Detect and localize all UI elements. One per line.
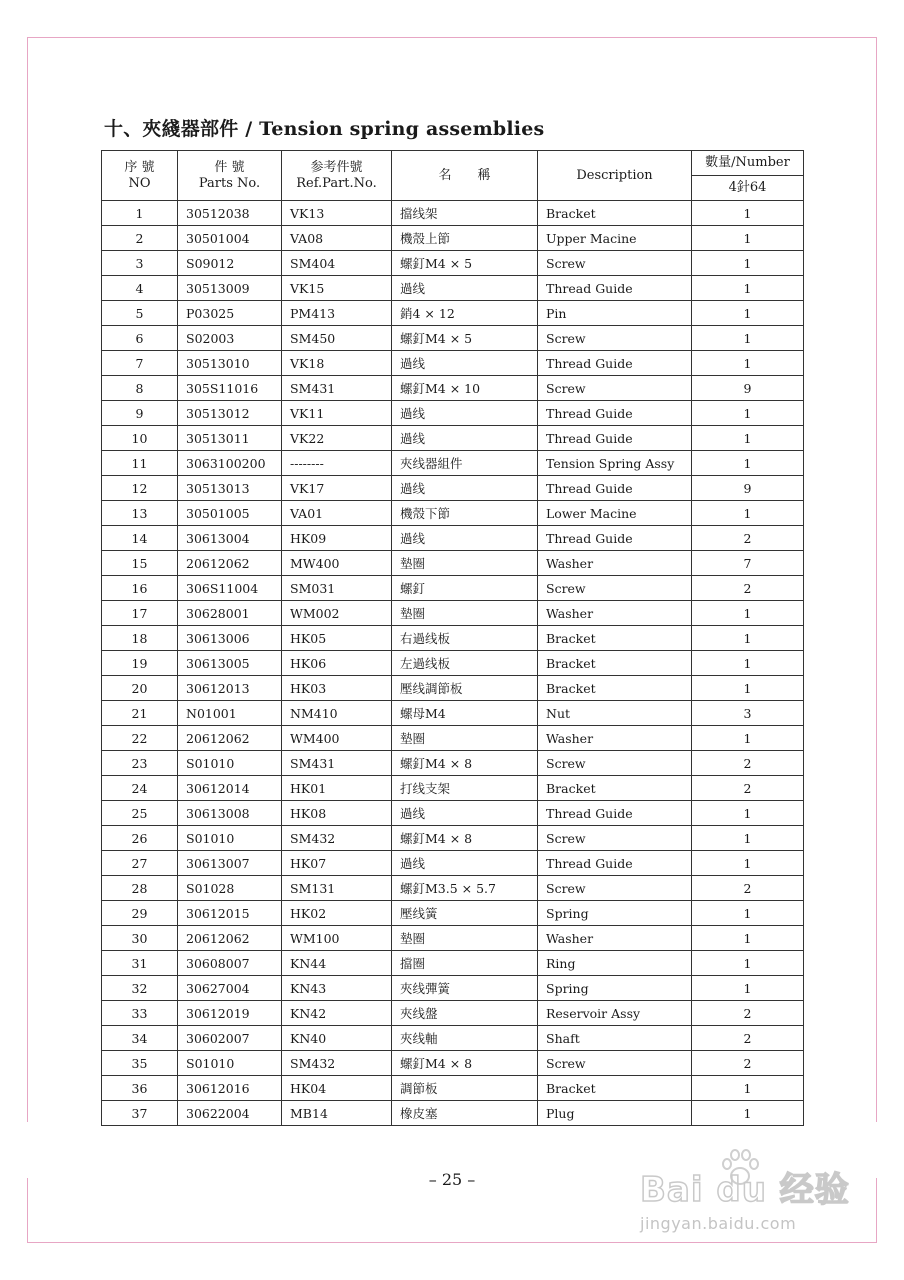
cell-ref-part-number: WM002 [282,601,392,626]
cell-description: Bracket [538,626,692,651]
cell-quantity: 2 [692,751,804,776]
table-row [102,801,804,826]
header-quantity: 數量/Number [692,151,804,176]
table-row [102,701,804,726]
cell-quantity: 2 [692,1026,804,1051]
cell-description: Washer [538,726,692,751]
cell-part-number: N01001 [178,701,282,726]
cell-description: Thread Guide [538,276,692,301]
cell-quantity: 1 [692,926,804,951]
table-row [102,626,804,651]
cell-part-number: 306S11004 [178,576,282,601]
cell-part-number: 30501004 [178,226,282,251]
cell-no: 4 [102,276,178,301]
table-row [102,826,804,851]
cell-part-number: 30612014 [178,776,282,801]
table-row [102,676,804,701]
cell-part-number: S02003 [178,326,282,351]
cell-description: Ring [538,951,692,976]
cell-no: 16 [102,576,178,601]
cell-description: Spring [538,976,692,1001]
cell-no: 23 [102,751,178,776]
cell-description: Spring [538,901,692,926]
cell-part-number: 30612013 [178,676,282,701]
cell-part-number: 20612062 [178,551,282,576]
cell-description: Thread Guide [538,476,692,501]
cell-no: 20 [102,676,178,701]
table-row [102,1026,804,1051]
cell-quantity: 1 [692,201,804,226]
cell-no: 30 [102,926,178,951]
cell-no: 33 [102,1001,178,1026]
cell-ref-part-number: VA01 [282,501,392,526]
cell-part-number: 30513010 [178,351,282,376]
cell-description: Lower Macine [538,501,692,526]
section-title: 十、夾綫器部件 / Tension spring assemblies [104,118,545,140]
cell-quantity: 9 [692,476,804,501]
cell-part-number: 30613008 [178,801,282,826]
cell-description: Bracket [538,201,692,226]
cell-quantity: 1 [692,426,804,451]
cell-quantity: 1 [692,651,804,676]
cell-description: Bracket [538,651,692,676]
cell-name: 壓线簧 [392,901,538,926]
cell-description: Bracket [538,776,692,801]
cell-part-number: 3063100200 [178,451,282,476]
cell-name: 螺釘M4 × 5 [392,251,538,276]
cell-ref-part-number: SM432 [282,1051,392,1076]
header-ref-cn: 参考件號 [310,159,363,175]
table-row [102,376,804,401]
cell-name: 螺釘M3.5 × 5.7 [392,876,538,901]
cell-name: 過线 [392,801,538,826]
cell-quantity: 7 [692,551,804,576]
baidu-watermark [640,1148,860,1244]
cell-ref-part-number: WM100 [282,926,392,951]
cell-ref-part-number: WM400 [282,726,392,751]
cell-quantity: 2 [692,526,804,551]
cell-no: 13 [102,501,178,526]
cell-description: Tension Spring Assy [538,451,692,476]
cell-no: 27 [102,851,178,876]
cell-part-number: S01010 [178,826,282,851]
cell-quantity: 2 [692,576,804,601]
cell-no: 25 [102,801,178,826]
cell-no: 26 [102,826,178,851]
cell-quantity: 1 [692,601,804,626]
watermark-logo-text: Bai du 经验 [640,1170,850,1210]
cell-part-number: 30612015 [178,901,282,926]
header-name: 名 稱 [392,151,538,201]
cell-description: Screw [538,826,692,851]
cell-ref-part-number: VA08 [282,226,392,251]
cell-no: 35 [102,1051,178,1076]
cell-part-number: S01028 [178,876,282,901]
header-quantity-model: 4針64 [692,176,804,201]
cell-part-number: 30608007 [178,951,282,976]
cell-ref-part-number: SM131 [282,876,392,901]
cell-description: Washer [538,601,692,626]
cell-no: 32 [102,976,178,1001]
cell-part-number: 20612062 [178,726,282,751]
cell-description: Screw [538,1051,692,1076]
cell-description: Thread Guide [538,801,692,826]
cell-name: 左過线板 [392,651,538,676]
table-row [102,976,804,1001]
header-no [102,151,178,201]
cell-name: 擋圈 [392,951,538,976]
cell-description: Bracket [538,676,692,701]
cell-no: 28 [102,876,178,901]
cell-part-number: 30613006 [178,626,282,651]
cell-name: 螺釘M4 × 8 [392,826,538,851]
cell-ref-part-number: HK06 [282,651,392,676]
cell-no: 17 [102,601,178,626]
table-row [102,551,804,576]
cell-part-number: S01010 [178,751,282,776]
table-row [102,1101,804,1126]
table-row [102,451,804,476]
table-row [102,401,804,426]
cell-description: Screw [538,376,692,401]
table-row [102,901,804,926]
cell-name: 過线 [392,851,538,876]
cell-no: 29 [102,901,178,926]
cell-no: 9 [102,401,178,426]
cell-part-number: 30622004 [178,1101,282,1126]
cell-ref-part-number: MW400 [282,551,392,576]
table-row [102,876,804,901]
cell-description: Pin [538,301,692,326]
cell-part-number: 20612062 [178,926,282,951]
cell-name: 壓线調節板 [392,676,538,701]
cell-ref-part-number: KN40 [282,1026,392,1051]
cell-part-number: 30513013 [178,476,282,501]
table-row [102,476,804,501]
cell-ref-part-number: SM450 [282,326,392,351]
page-frame-right [876,37,877,1122]
cell-ref-part-number: HK02 [282,901,392,926]
cell-no: 34 [102,1026,178,1051]
cell-part-number: 30612016 [178,1076,282,1101]
parts-table-header [102,151,804,201]
parts-table [101,150,804,1126]
table-row [102,726,804,751]
cell-no: 21 [102,701,178,726]
header-description: Description [538,151,692,201]
table-row [102,501,804,526]
cell-name: 墊圈 [392,551,538,576]
cell-no: 14 [102,526,178,551]
page-frame-top [27,37,877,38]
cell-quantity: 1 [692,976,804,1001]
cell-part-number: 30613004 [178,526,282,551]
header-no-en: NO [128,175,151,191]
cell-part-number: 30613007 [178,851,282,876]
cell-no: 3 [102,251,178,276]
cell-no: 12 [102,476,178,501]
cell-no: 24 [102,776,178,801]
cell-part-number: 30501005 [178,501,282,526]
cell-name: 銷4 × 12 [392,301,538,326]
cell-name: 打线支架 [392,776,538,801]
table-row [102,926,804,951]
cell-description: Plug [538,1101,692,1126]
cell-name: 機殼下節 [392,501,538,526]
cell-quantity: 1 [692,851,804,876]
cell-no: 19 [102,651,178,676]
cell-name: 螺釘M4 × 8 [392,1051,538,1076]
cell-quantity: 1 [692,301,804,326]
cell-description: Screw [538,251,692,276]
cell-part-number: 30513009 [178,276,282,301]
cell-quantity: 2 [692,1051,804,1076]
cell-name: 螺釘M4 × 8 [392,751,538,776]
table-row [102,576,804,601]
cell-quantity: 1 [692,451,804,476]
table-row [102,251,804,276]
cell-name: 墊圈 [392,926,538,951]
table-row [102,1076,804,1101]
cell-ref-part-number: SM431 [282,751,392,776]
cell-quantity: 1 [692,1101,804,1126]
cell-no: 18 [102,626,178,651]
cell-no: 31 [102,951,178,976]
cell-name: 夾线器組件 [392,451,538,476]
cell-quantity: 1 [692,226,804,251]
cell-quantity: 2 [692,876,804,901]
cell-part-number: 30513012 [178,401,282,426]
cell-ref-part-number: HK03 [282,676,392,701]
table-row [102,1051,804,1076]
cell-ref-part-number: SM031 [282,576,392,601]
cell-name: 螺母M4 [392,701,538,726]
cell-name: 過线 [392,426,538,451]
cell-ref-part-number: KN43 [282,976,392,1001]
cell-part-number: P03025 [178,301,282,326]
cell-no: 15 [102,551,178,576]
header-ref-en: Ref.Part.No. [296,175,377,191]
cell-part-number: S01010 [178,1051,282,1076]
cell-quantity: 1 [692,401,804,426]
cell-no: 8 [102,376,178,401]
cell-ref-part-number: HK07 [282,851,392,876]
table-row [102,351,804,376]
cell-no: 6 [102,326,178,351]
cell-description: Washer [538,551,692,576]
cell-description: Upper Macine [538,226,692,251]
cell-part-number: 30513011 [178,426,282,451]
cell-description: Reservoir Assy [538,1001,692,1026]
table-row [102,326,804,351]
cell-no: 1 [102,201,178,226]
cell-description: Bracket [538,1076,692,1101]
cell-name: 調節板 [392,1076,538,1101]
cell-quantity: 1 [692,501,804,526]
cell-ref-part-number: SM432 [282,826,392,851]
watermark-url: jingyan.baidu.com [640,1214,797,1233]
cell-part-number: 30612019 [178,1001,282,1026]
cell-ref-part-number: SM431 [282,376,392,401]
cell-no: 2 [102,226,178,251]
cell-no: 10 [102,426,178,451]
cell-quantity: 1 [692,676,804,701]
cell-ref-part-number: SM404 [282,251,392,276]
cell-name: 過线 [392,351,538,376]
cell-description: Thread Guide [538,426,692,451]
cell-name: 夾线彈簧 [392,976,538,1001]
cell-ref-part-number: VK18 [282,351,392,376]
cell-name: 墊圈 [392,601,538,626]
cell-part-number: 30627004 [178,976,282,1001]
cell-name: 過线 [392,526,538,551]
table-row [102,601,804,626]
cell-no: 7 [102,351,178,376]
cell-ref-part-number: KN42 [282,1001,392,1026]
cell-ref-part-number: PM413 [282,301,392,326]
page-frame-left [27,37,28,1122]
cell-no: 36 [102,1076,178,1101]
cell-ref-part-number: HK01 [282,776,392,801]
cell-description: Thread Guide [538,526,692,551]
table-row [102,301,804,326]
cell-name: 過线 [392,476,538,501]
cell-ref-part-number: KN44 [282,951,392,976]
cell-quantity: 1 [692,801,804,826]
parts-table-body [102,201,804,1126]
table-row [102,226,804,251]
cell-part-number: 30602007 [178,1026,282,1051]
cell-ref-part-number: VK15 [282,276,392,301]
cell-name: 擋线架 [392,201,538,226]
header-parts-cn: 件 號 [214,159,245,175]
cell-description: Thread Guide [538,351,692,376]
cell-ref-part-number: VK22 [282,426,392,451]
table-row [102,426,804,451]
table-row [102,1001,804,1026]
header-ref [282,151,392,201]
cell-quantity: 1 [692,251,804,276]
cell-ref-part-number: HK08 [282,801,392,826]
cell-name: 夾线盤 [392,1001,538,1026]
cell-quantity: 1 [692,326,804,351]
cell-part-number: 30512038 [178,201,282,226]
cell-name: 螺釘 [392,576,538,601]
cell-description: Screw [538,876,692,901]
cell-name: 螺釘M4 × 5 [392,326,538,351]
page-number: – 25 – [428,1170,476,1189]
cell-name: 右過线板 [392,626,538,651]
cell-ref-part-number: HK04 [282,1076,392,1101]
cell-quantity: 3 [692,701,804,726]
cell-quantity: 1 [692,626,804,651]
cell-quantity: 1 [692,1076,804,1101]
cell-quantity: 1 [692,276,804,301]
cell-description: Screw [538,751,692,776]
cell-quantity: 1 [692,951,804,976]
cell-quantity: 1 [692,726,804,751]
table-row [102,751,804,776]
table-row [102,851,804,876]
table-row [102,276,804,301]
cell-description: Thread Guide [538,401,692,426]
cell-no: 22 [102,726,178,751]
cell-ref-part-number: HK05 [282,626,392,651]
cell-part-number: 30628001 [178,601,282,626]
cell-description: Screw [538,326,692,351]
cell-ref-part-number: -------- [282,451,392,476]
table-row [102,776,804,801]
cell-name: 螺釘M4 × 10 [392,376,538,401]
cell-name: 夾线軸 [392,1026,538,1051]
cell-name: 墊圈 [392,726,538,751]
cell-ref-part-number: VK11 [282,401,392,426]
cell-no: 11 [102,451,178,476]
cell-ref-part-number: HK09 [282,526,392,551]
cell-ref-part-number: VK13 [282,201,392,226]
cell-ref-part-number: VK17 [282,476,392,501]
cell-description: Thread Guide [538,851,692,876]
cell-description: Screw [538,576,692,601]
cell-name: 過线 [392,276,538,301]
cell-no: 5 [102,301,178,326]
header-parts [178,151,282,201]
cell-quantity: 9 [692,376,804,401]
cell-quantity: 2 [692,776,804,801]
table-row [102,526,804,551]
cell-ref-part-number: NM410 [282,701,392,726]
cell-name: 橡皮塞 [392,1101,538,1126]
cell-description: Nut [538,701,692,726]
header-no-cn: 序 號 [124,159,155,175]
table-row [102,201,804,226]
cell-ref-part-number: MB14 [282,1101,392,1126]
cell-part-number: S09012 [178,251,282,276]
table-row [102,951,804,976]
cell-quantity: 2 [692,1001,804,1026]
cell-description: Shaft [538,1026,692,1051]
cell-quantity: 1 [692,901,804,926]
header-parts-en: Parts No. [198,175,261,191]
cell-quantity: 1 [692,826,804,851]
table-row [102,651,804,676]
cell-part-number: 30613005 [178,651,282,676]
cell-name: 機殼上節 [392,226,538,251]
cell-description: Washer [538,926,692,951]
cell-name: 過线 [392,401,538,426]
cell-quantity: 1 [692,351,804,376]
cell-part-number: 305S11016 [178,376,282,401]
cell-no: 37 [102,1101,178,1126]
